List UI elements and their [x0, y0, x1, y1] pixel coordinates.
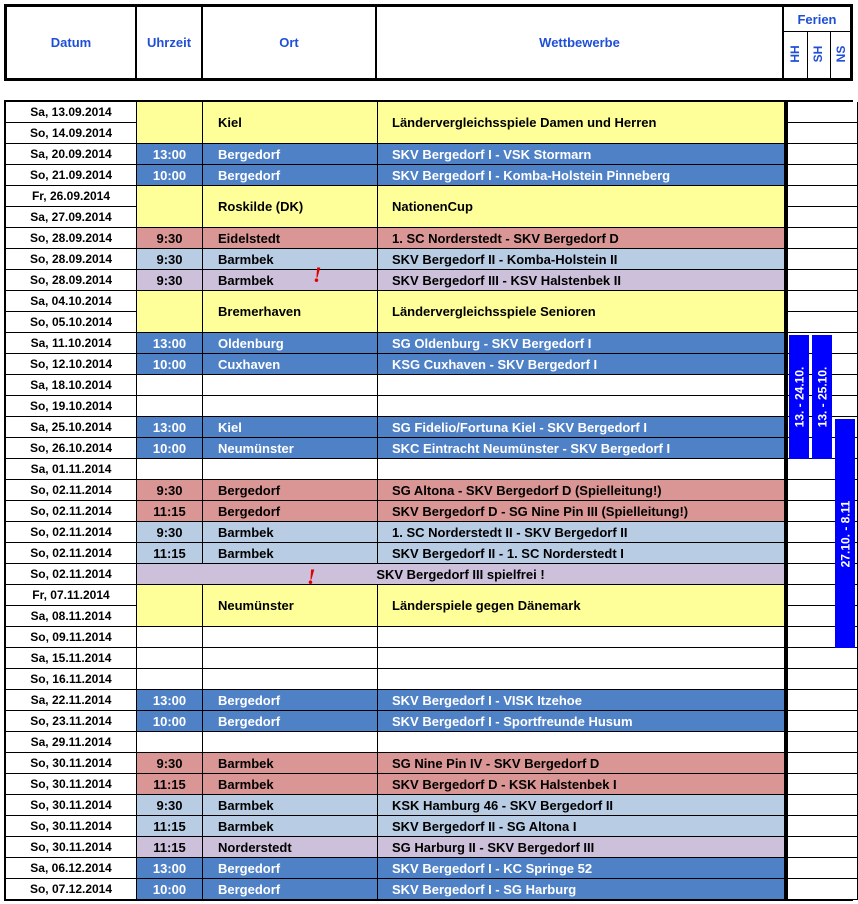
time-cell	[137, 732, 203, 753]
ferien-cell	[834, 837, 858, 858]
ferien-cell	[834, 123, 858, 144]
ferien-cell	[834, 669, 858, 690]
ferien-cell	[788, 123, 812, 144]
ferien-cell	[834, 732, 858, 753]
schedule-table	[4, 100, 853, 901]
event-cell	[378, 627, 785, 648]
event-cell	[378, 375, 785, 396]
ferien-cell	[788, 228, 812, 249]
place-cell: Barmbek	[203, 522, 378, 543]
date-cell: So, 02.11.2014	[6, 480, 137, 501]
ferien-cell	[811, 795, 835, 816]
date-cell: So, 30.11.2014	[6, 774, 137, 795]
event-cell: Länderspiele gegen Dänemark	[378, 585, 785, 627]
header-divider	[784, 31, 850, 32]
header-divider	[830, 31, 831, 78]
event-cell: SKV Bergedorf III spielfrei !	[137, 564, 785, 585]
place-cell: Neumünster	[203, 438, 378, 459]
table-row	[6, 501, 851, 522]
ferien-cell	[788, 879, 812, 900]
event-cell	[378, 669, 785, 690]
ferien-cell	[788, 480, 812, 501]
ferien-cell	[788, 732, 812, 753]
ferien-cell	[811, 837, 835, 858]
date-cell: Sa, 01.11.2014	[6, 459, 137, 480]
table-row	[6, 732, 851, 753]
time-cell: 9:30	[137, 522, 203, 543]
ferien-cell	[811, 123, 835, 144]
column-header-wettbewerbe: Wettbewerbe	[539, 35, 620, 50]
header-divider	[807, 31, 808, 78]
table-row	[6, 522, 851, 543]
ferien-cell	[788, 816, 812, 837]
date-cell: So, 30.11.2014	[6, 795, 137, 816]
ferien-hh-label: HH	[788, 45, 802, 63]
ferien-cell	[811, 879, 835, 900]
place-cell: Norderstedt	[203, 837, 378, 858]
place-cell	[203, 648, 378, 669]
ferien-cell	[788, 837, 812, 858]
event-cell: SKC Eintracht Neumünster - SKV Bergedorf I	[378, 438, 785, 459]
ferien-cell	[788, 753, 812, 774]
ferien-cell	[811, 774, 835, 795]
ferien-cell	[811, 501, 835, 522]
event-cell: 1. SC Norderstedt - SKV Bergedorf D	[378, 228, 785, 249]
time-cell: 10:00	[137, 354, 203, 375]
ferien-cell	[788, 165, 812, 186]
date-cell: So, 09.11.2014	[6, 627, 137, 648]
ferien-cell	[834, 249, 858, 270]
ferien-cell	[811, 669, 835, 690]
place-cell: Bergedorf	[203, 879, 378, 900]
place-cell: Kiel	[203, 102, 378, 144]
time-cell: 13:00	[137, 144, 203, 165]
table-row	[6, 312, 851, 333]
place-cell: Bergedorf	[203, 858, 378, 879]
ferien-cell	[788, 585, 812, 606]
date-cell: So, 28.09.2014	[6, 228, 137, 249]
event-cell: SKV Bergedorf I - VSK Stormarn	[378, 144, 785, 165]
event-cell	[378, 459, 785, 480]
place-cell: Oldenburg	[203, 333, 378, 354]
ferien-cell	[788, 858, 812, 879]
ferien-cell	[811, 606, 835, 627]
event-cell: SKV Bergedorf I - VISK Itzehoe	[378, 690, 785, 711]
event-cell	[378, 732, 785, 753]
date-cell: So, 21.09.2014	[6, 165, 137, 186]
date-cell: Sa, 29.11.2014	[6, 732, 137, 753]
ferien-cell	[834, 690, 858, 711]
place-cell: Barmbek	[203, 795, 378, 816]
date-cell: Sa, 06.12.2014	[6, 858, 137, 879]
time-cell: 9:30	[137, 795, 203, 816]
place-cell: Bergedorf	[203, 501, 378, 522]
event-cell: SG Altona - SKV Bergedorf D (Spielleitung!)	[378, 480, 785, 501]
ferien-cell	[834, 333, 858, 354]
ferien-cell	[811, 648, 835, 669]
table-row	[6, 396, 851, 417]
time-cell	[137, 375, 203, 396]
time-cell: 9:30	[137, 480, 203, 501]
ferien-cell	[811, 732, 835, 753]
place-cell	[203, 375, 378, 396]
ferien-cell	[811, 102, 835, 123]
table-row	[6, 270, 851, 291]
place-cell	[203, 396, 378, 417]
ferien-cell	[788, 501, 812, 522]
table-header	[4, 4, 853, 81]
table-row	[6, 879, 851, 900]
ferien-cell	[788, 291, 812, 312]
ferien-cell	[788, 690, 812, 711]
time-cell	[137, 648, 203, 669]
ferien-cell	[834, 795, 858, 816]
ferien-cell	[811, 228, 835, 249]
table-row	[6, 669, 851, 690]
ferien-cell	[788, 543, 812, 564]
time-cell: 10:00	[137, 879, 203, 900]
event-cell: SKV Bergedorf D - KSK Halstenbek I	[378, 774, 785, 795]
table-row	[6, 585, 851, 613]
date-cell: So, 02.11.2014	[6, 522, 137, 543]
table-row	[6, 228, 851, 249]
ferien-cell	[834, 816, 858, 837]
ferien-cell	[811, 312, 835, 333]
date-cell: Sa, 27.09.2014	[6, 207, 137, 228]
table-row	[6, 711, 851, 732]
event-cell: SG Nine Pin IV - SKV Bergedorf D	[378, 753, 785, 774]
date-cell: So, 02.11.2014	[6, 501, 137, 522]
event-cell: SG Harburg II - SKV Bergedorf III	[378, 837, 785, 858]
event-cell: SG Fidelio/Fortuna Kiel - SKV Bergedorf I	[378, 417, 785, 438]
event-cell: SKV Bergedorf I - Sportfreunde Husum	[378, 711, 785, 732]
table-row	[6, 186, 851, 214]
table-row	[6, 417, 851, 438]
time-cell	[137, 627, 203, 648]
ferien-cell	[834, 228, 858, 249]
ferien-cell	[788, 249, 812, 270]
event-cell	[378, 648, 785, 669]
table-row	[6, 459, 851, 480]
ferien-cell	[811, 753, 835, 774]
ferien-cell	[788, 795, 812, 816]
event-cell: KSG Cuxhaven - SKV Bergedorf I	[378, 354, 785, 375]
date-cell: Fr, 07.11.2014	[6, 585, 137, 606]
date-cell: Sa, 18.10.2014	[6, 375, 137, 396]
date-cell: So, 05.10.2014	[6, 312, 137, 333]
time-cell: 10:00	[137, 711, 203, 732]
place-cell: Eidelstedt	[203, 228, 378, 249]
exclamation-mark: !	[307, 564, 316, 589]
place-cell	[203, 627, 378, 648]
ferien-cell	[788, 711, 812, 732]
ferien-cell	[788, 564, 812, 585]
date-cell: So, 30.11.2014	[6, 816, 137, 837]
table-row	[6, 144, 851, 165]
ferien-cell	[788, 270, 812, 291]
place-cell: Barmbek	[203, 543, 378, 564]
table-row	[6, 564, 851, 585]
ferien-cell	[811, 459, 835, 480]
time-cell: 13:00	[137, 690, 203, 711]
ferien-cell	[811, 291, 835, 312]
column-header-uhrzeit: Uhrzeit	[146, 35, 192, 50]
ferien-cell	[811, 543, 835, 564]
ferien-cell	[811, 165, 835, 186]
ferien-cell	[834, 312, 858, 333]
time-cell: 9:30	[137, 270, 203, 291]
column-header-ort: Ort	[279, 35, 299, 50]
table-row	[6, 753, 851, 774]
holiday-bar-sh	[812, 335, 832, 459]
holiday-bar-ns	[835, 419, 855, 648]
place-cell: Bergedorf	[203, 165, 378, 186]
ferien-cell	[788, 102, 812, 123]
time-cell: 11:15	[137, 501, 203, 522]
time-cell: 13:00	[137, 333, 203, 354]
place-cell: Neumünster	[203, 585, 378, 627]
place-cell: Roskilde (DK)	[203, 186, 378, 228]
place-cell: Barmbek	[203, 774, 378, 795]
table-row	[6, 102, 851, 130]
date-cell: So, 19.10.2014	[6, 396, 137, 417]
exclamation-mark: !	[313, 262, 322, 287]
date-cell: So, 28.09.2014	[6, 270, 137, 291]
ferien-cell	[811, 816, 835, 837]
ferien-cell	[834, 291, 858, 312]
event-cell: SKV Bergedorf II - Komba-Holstein II	[378, 249, 785, 270]
ferien-cell	[834, 354, 858, 375]
table-row	[6, 774, 851, 795]
table-row	[6, 795, 851, 816]
time-cell: 11:15	[137, 774, 203, 795]
place-cell: Bergedorf	[203, 711, 378, 732]
ferien-cell	[811, 690, 835, 711]
ferien-cell	[834, 858, 858, 879]
ferien-cell	[788, 627, 812, 648]
column-header-ferien: Ferien	[797, 11, 837, 27]
ferien-cell	[834, 270, 858, 291]
time-cell: 11:15	[137, 837, 203, 858]
ferien-cell	[788, 648, 812, 669]
ferien-cell	[811, 480, 835, 501]
holiday-label: 27.10. - 8.11	[838, 500, 853, 567]
table-row	[6, 543, 851, 564]
event-cell: SKV Bergedorf I - Komba-Holstein Pinneberg	[378, 165, 785, 186]
event-cell: SKV Bergedorf II - SG Altona I	[378, 816, 785, 837]
table-row	[6, 165, 851, 186]
table-row	[6, 480, 851, 501]
time-cell: 11:15	[137, 816, 203, 837]
ferien-cell	[788, 207, 812, 228]
table-row	[6, 816, 851, 837]
date-cell: So, 02.11.2014	[6, 543, 137, 564]
ferien-cell	[811, 627, 835, 648]
event-cell	[378, 396, 785, 417]
date-cell: So, 23.11.2014	[6, 711, 137, 732]
place-cell	[203, 732, 378, 753]
place-cell: Bergedorf	[203, 144, 378, 165]
ferien-cell	[811, 858, 835, 879]
table-row	[6, 606, 851, 627]
ferien-cell	[834, 648, 858, 669]
event-cell: Ländervergleichsspiele Damen und Herren	[378, 102, 785, 144]
table-row	[6, 123, 851, 144]
ferien-cell	[811, 564, 835, 585]
ferien-sh-label: SH	[811, 45, 825, 63]
ferien-cell	[834, 144, 858, 165]
ferien-separator	[785, 102, 788, 899]
ferien-cell	[834, 774, 858, 795]
table-row	[6, 249, 851, 270]
table-row	[6, 207, 851, 228]
time-cell: 9:30	[137, 249, 203, 270]
holiday-label: 13. - 25.10.	[815, 366, 829, 428]
ferien-cell	[811, 585, 835, 606]
ferien-cell	[834, 753, 858, 774]
event-cell: NationenCup	[378, 186, 785, 228]
ferien-cell	[788, 459, 812, 480]
place-cell	[203, 669, 378, 690]
date-cell: Sa, 15.11.2014	[6, 648, 137, 669]
event-cell: SG Oldenburg - SKV Bergedorf I	[378, 333, 785, 354]
date-cell: So, 14.09.2014	[6, 123, 137, 144]
time-cell: 10:00	[137, 165, 203, 186]
place-cell: Bergedorf	[203, 480, 378, 501]
event-cell: SKV Bergedorf II - 1. SC Norderstedt I	[378, 543, 785, 564]
ferien-cell	[788, 522, 812, 543]
ferien-cell	[811, 249, 835, 270]
date-cell: So, 26.10.2014	[6, 438, 137, 459]
time-cell	[137, 459, 203, 480]
ferien-cell	[788, 606, 812, 627]
place-cell	[203, 459, 378, 480]
event-cell: SKV Bergedorf I - KC Springe 52	[378, 858, 785, 879]
date-cell: So, 16.11.2014	[6, 669, 137, 690]
table-row	[6, 858, 851, 879]
ferien-ns-label: NS	[834, 45, 848, 63]
ferien-cell	[788, 186, 812, 207]
date-cell: Sa, 11.10.2014	[6, 333, 137, 354]
ferien-cell	[811, 207, 835, 228]
date-cell: So, 28.09.2014	[6, 249, 137, 270]
event-cell: 1. SC Norderstedt II - SKV Bergedorf II	[378, 522, 785, 543]
time-cell	[137, 396, 203, 417]
date-cell: So, 30.11.2014	[6, 753, 137, 774]
place-cell: Bergedorf	[203, 690, 378, 711]
date-cell: So, 12.10.2014	[6, 354, 137, 375]
ferien-cell	[811, 186, 835, 207]
table-row	[6, 333, 851, 354]
event-cell: SKV Bergedorf D - SG Nine Pin III (Spielleitung!)	[378, 501, 785, 522]
table-row	[6, 627, 851, 648]
date-cell: So, 30.11.2014	[6, 837, 137, 858]
place-cell: Barmbek	[203, 816, 378, 837]
ferien-cell	[788, 144, 812, 165]
ferien-cell	[788, 312, 812, 333]
date-cell: Fr, 26.09.2014	[6, 186, 137, 207]
time-cell: 10:00	[137, 438, 203, 459]
ferien-cell	[811, 270, 835, 291]
event-cell: KSK Hamburg 46 - SKV Bergedorf II	[378, 795, 785, 816]
column-header-datum: Datum	[50, 35, 92, 50]
time-cell: 9:30	[137, 228, 203, 249]
place-cell: Barmbek	[203, 753, 378, 774]
time-cell: 9:30	[137, 753, 203, 774]
time-cell: 11:15	[137, 543, 203, 564]
ferien-cell	[834, 165, 858, 186]
ferien-cell	[834, 375, 858, 396]
table-row	[6, 648, 851, 669]
ferien-cell	[788, 669, 812, 690]
place-cell: Barmbek	[203, 249, 378, 270]
event-cell: SKV Bergedorf III - KSV Halstenbek II	[378, 270, 785, 291]
ferien-cell	[834, 396, 858, 417]
place-cell: Bremerhaven	[203, 291, 378, 333]
place-cell: Cuxhaven	[203, 354, 378, 375]
ferien-cell	[834, 711, 858, 732]
ferien-cell	[811, 711, 835, 732]
table-row	[6, 375, 851, 396]
event-cell: Ländervergleichsspiele Senioren	[378, 291, 785, 333]
date-cell: Sa, 22.11.2014	[6, 690, 137, 711]
ferien-cell	[788, 774, 812, 795]
table-row	[6, 291, 851, 319]
ferien-cell	[811, 144, 835, 165]
date-cell: Sa, 08.11.2014	[6, 606, 137, 627]
ferien-cell	[811, 522, 835, 543]
date-cell: Sa, 04.10.2014	[6, 291, 137, 312]
event-cell: SKV Bergedorf I - SG Harburg	[378, 879, 785, 900]
table-row	[6, 690, 851, 711]
ferien-cell	[834, 207, 858, 228]
table-row	[6, 438, 851, 459]
time-cell: 13:00	[137, 858, 203, 879]
time-cell: 13:00	[137, 417, 203, 438]
date-cell: Sa, 25.10.2014	[6, 417, 137, 438]
place-cell: Barmbek	[203, 270, 378, 291]
holiday-label: 13. - 24.10.	[792, 366, 806, 428]
table-row	[6, 837, 851, 858]
ferien-cell	[834, 879, 858, 900]
ferien-cell	[834, 102, 858, 123]
time-cell	[137, 669, 203, 690]
holiday-bar-hh	[789, 335, 809, 459]
ferien-cell	[834, 186, 858, 207]
date-cell: So, 07.12.2014	[6, 879, 137, 900]
table-row	[6, 354, 851, 375]
place-cell: Kiel	[203, 417, 378, 438]
date-cell: So, 02.11.2014	[6, 564, 137, 585]
date-cell: Sa, 13.09.2014	[6, 102, 137, 123]
date-cell: Sa, 20.09.2014	[6, 144, 137, 165]
